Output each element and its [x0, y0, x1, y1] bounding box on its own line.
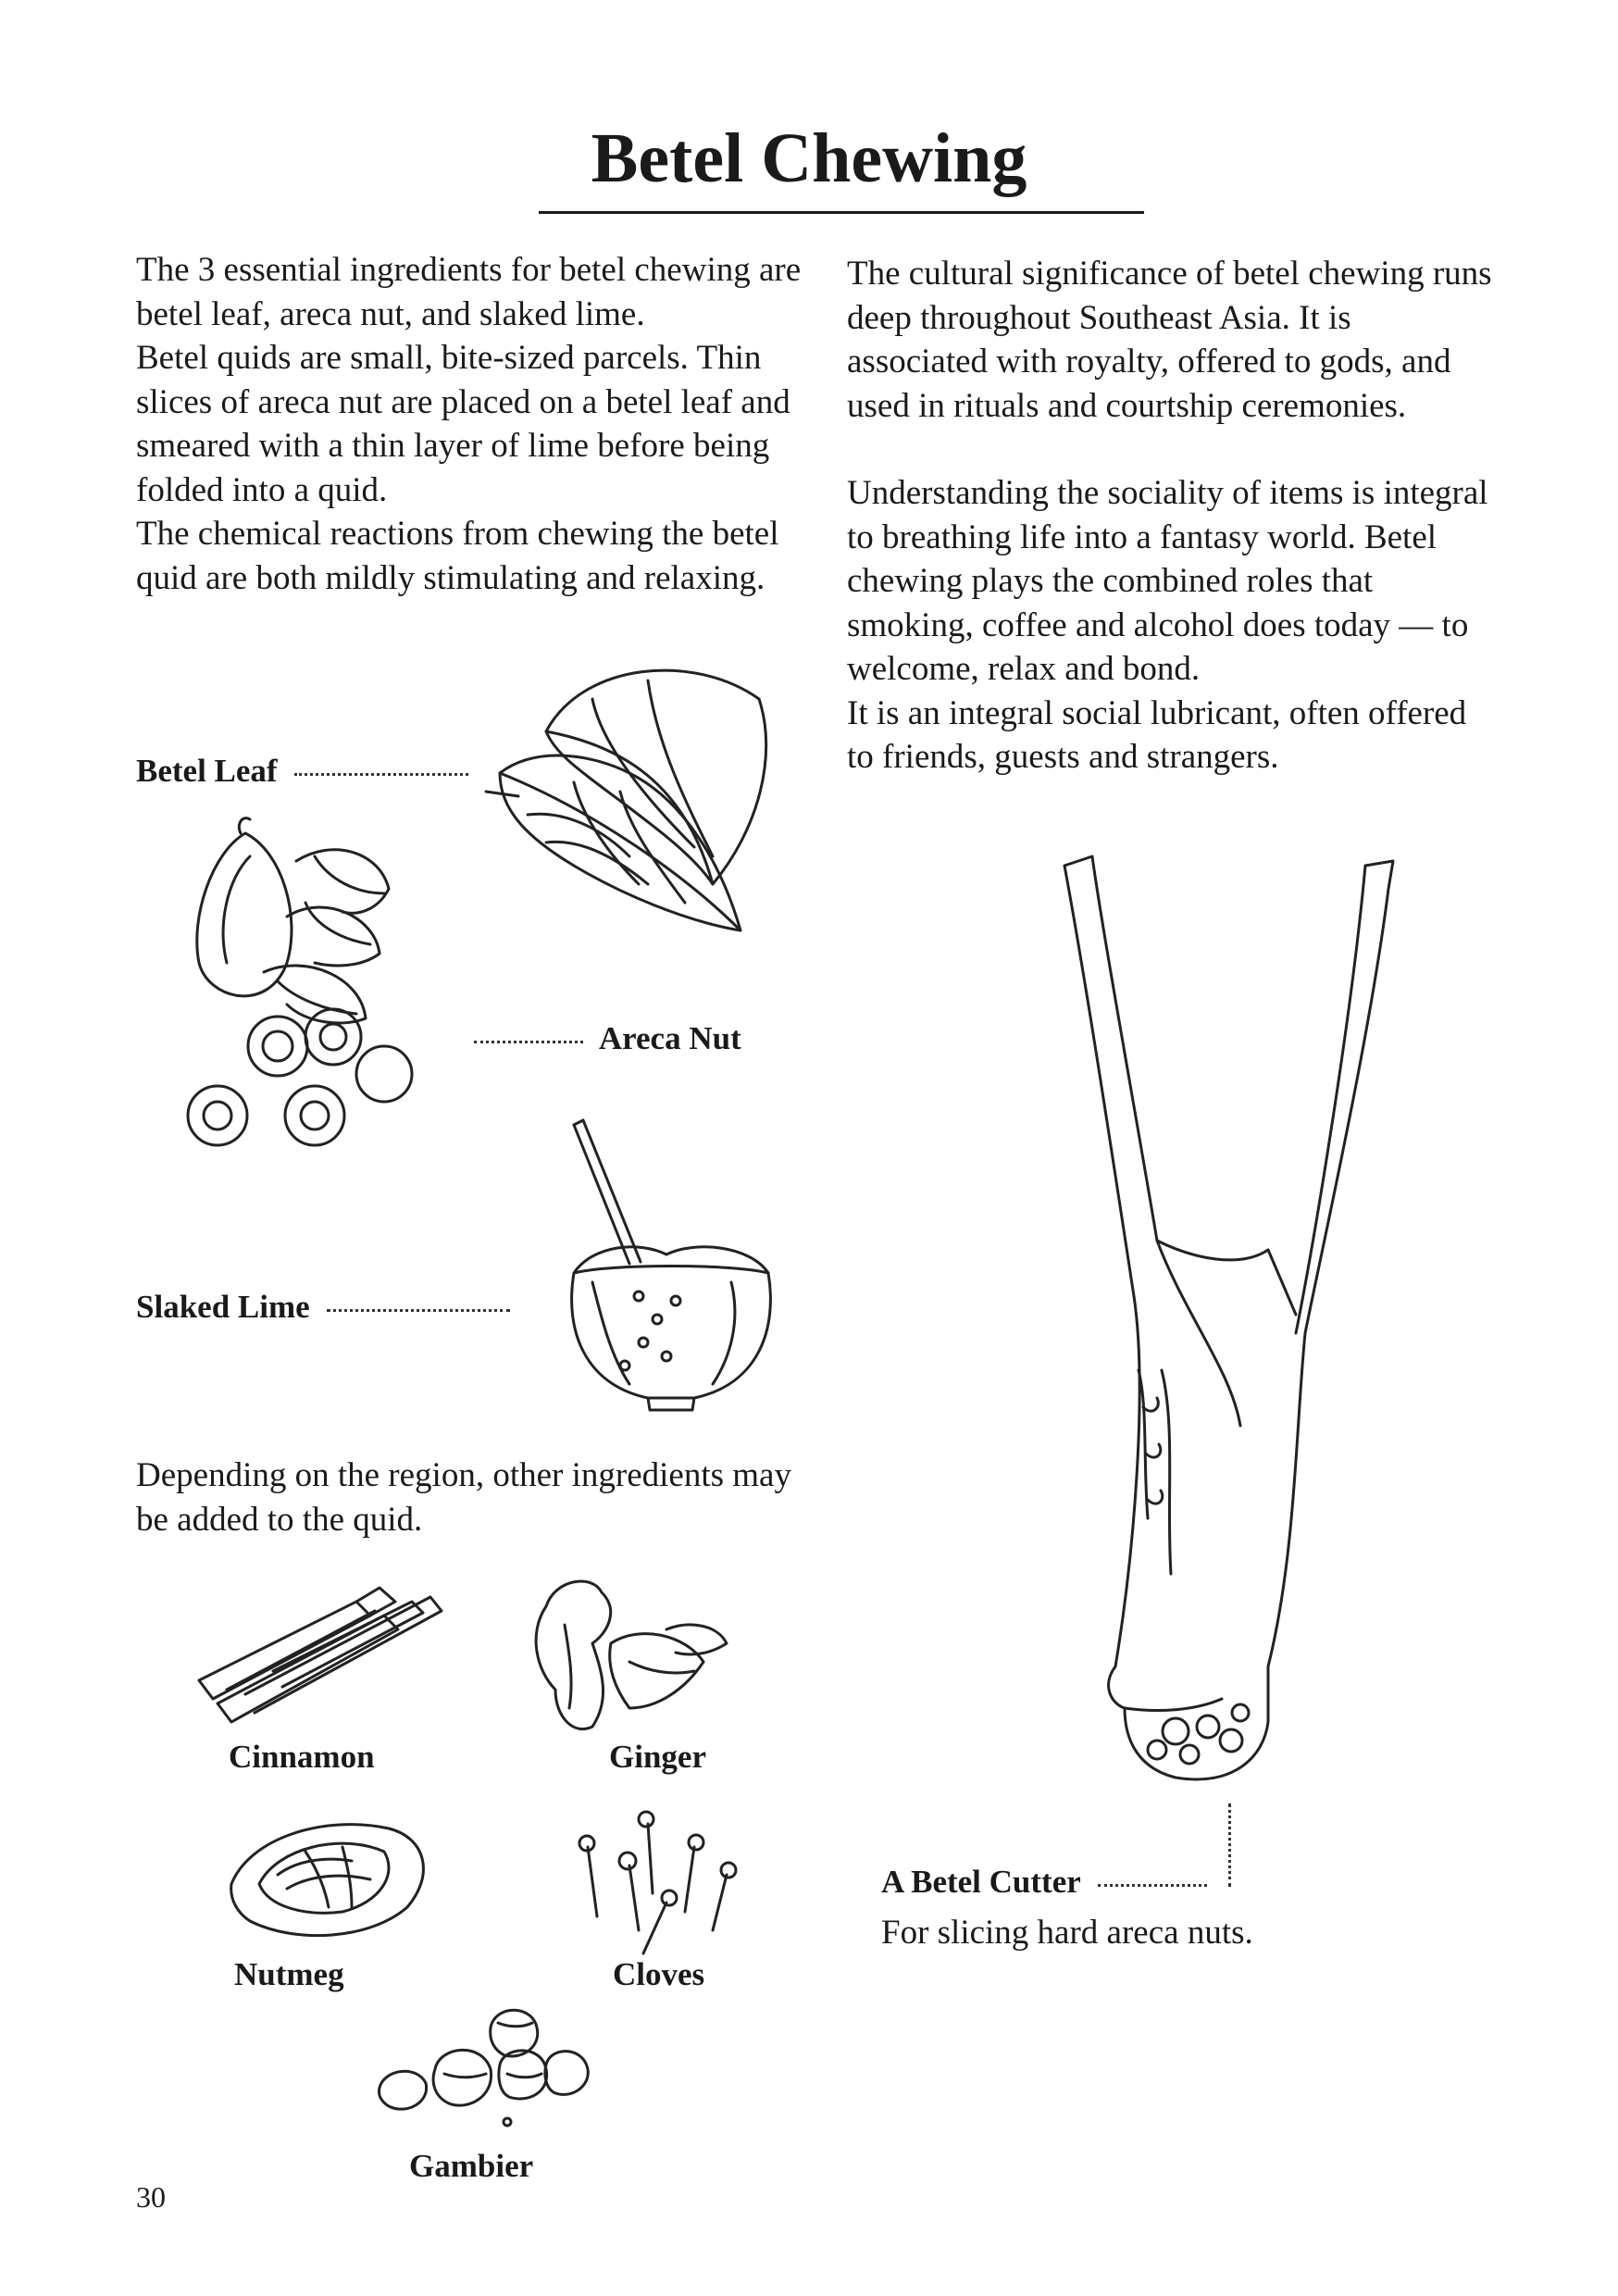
betel-cutter-label-text: A Betel Cutter: [881, 1864, 1081, 1900]
slaked-lime-illustration: [555, 1116, 787, 1412]
betel-leaf-label: [136, 753, 468, 790]
gambier-label: Gambier: [409, 2148, 534, 2184]
extras-intro: Depending on the region, other ingredients may be added to the quid.: [136, 1456, 791, 1539]
intro-paragraph-3: The chemical reactions from chewing the betel quid are both mildly stimulating and relaxing.: [136, 515, 779, 597]
areca-nut-label-text: Areca Nut: [598, 1020, 741, 1056]
cinnamon-illustration: [190, 1574, 449, 1731]
intro-paragraph-1: The 3 essential ingredients for betel chewing are betel leaf, areca nut, and slaked lime.: [136, 251, 802, 333]
betel-cutter-illustration: [1046, 852, 1416, 1815]
betel-cutter-caption: For slicing hard areca nuts.: [881, 1914, 1253, 1952]
areca-nut-illustration: [176, 815, 472, 1204]
areca-nut-label: [474, 1020, 741, 1057]
leader-dots: [294, 772, 468, 776]
ginger-label: Ginger: [609, 1739, 706, 1775]
nutmeg-label: Nutmeg: [234, 1956, 344, 1992]
slaked-lime-label-text: Slaked Lime: [136, 1289, 310, 1325]
cloves-label: Cloves: [613, 1956, 705, 1992]
sociality-paragraph: Understanding the sociality of items is integral to breathing life into a fantasy world. Betel chewing plays the combined roles that smoking, coffee and alcohol does today — to welcome, relax and bond.: [847, 474, 1488, 688]
betel-leaf-label-text: Betel Leaf: [136, 753, 278, 789]
left-intro-text: [136, 248, 803, 600]
betel-cutter-label: [881, 1864, 1207, 1901]
ginger-illustration: [518, 1569, 741, 1745]
intro-paragraph-2: Betel quids are small, bite-sized parcels. Thin slices of areca nut are placed on a betel leaf and smeared with a thin layer of lime before being folded into a quid.: [136, 339, 790, 509]
cultural-significance-paragraph: The cultural significance of betel chewing runs deep throughout Southeast Asia. It is associated with royalty, offered to gods, and used in rituals and courtship ceremonies.: [847, 255, 1492, 425]
leader-dots: [474, 1040, 583, 1043]
cutter-leader-dots: [1228, 1803, 1231, 1887]
slaked-lime-label: [136, 1289, 510, 1326]
betel-leaf-illustration: [481, 643, 815, 949]
leader-dots: [327, 1308, 510, 1312]
social-lubricant-paragraph: It is an integral social lubricant, often offered to friends, guests and strangers.: [847, 693, 1467, 776]
title-underline: [539, 211, 1144, 214]
nutmeg-illustration: [222, 1810, 444, 1949]
cloves-illustration: [574, 1810, 741, 1967]
page-title: Betel Chewing: [591, 119, 1027, 197]
page-number: 30: [136, 2180, 166, 2214]
cinnamon-label: Cinnamon: [229, 1739, 375, 1775]
gambier-illustration: [370, 2000, 611, 2129]
right-column-text: [847, 252, 1495, 780]
leader-dots: [1098, 1883, 1207, 1887]
